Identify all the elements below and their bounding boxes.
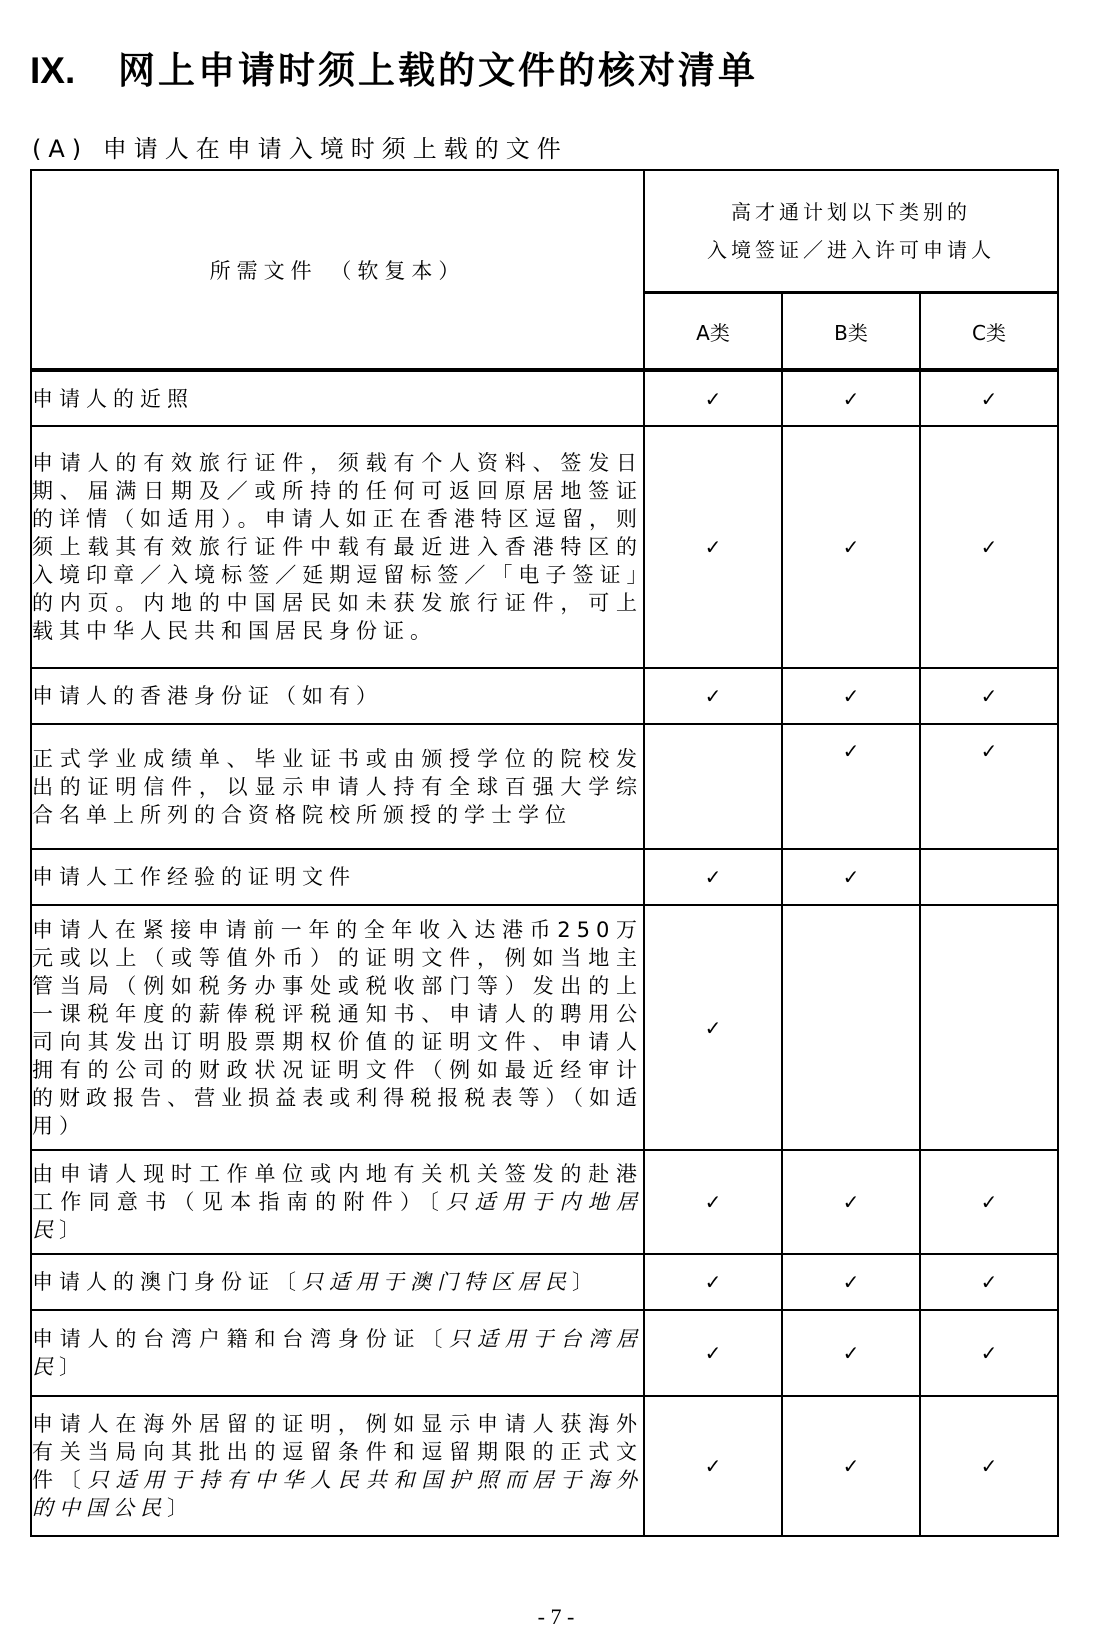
table-row <box>31 370 1058 426</box>
document-text: 正式学业成绩单、毕业证书或由颁授学位的院校发出的证明信件，以显示申请人持有全球百强大学综合名单上所列的合资格院校所颁授的学士学位 <box>32 746 643 827</box>
page-number: - 7 - <box>537 1604 575 1629</box>
subsection-heading <box>32 129 568 164</box>
category-a-check: ✓ <box>644 905 782 1150</box>
document-text: 申请人的澳门身份证〔 <box>32 1270 302 1294</box>
document-text: 申请人的近照 <box>32 386 194 411</box>
category-c-check <box>920 905 1058 1150</box>
table-row <box>31 1150 1058 1254</box>
document-text: 申请人在海外居留的证明，例如显示申请人获海外有关当局向其批出的逗留条件和逗留期限的正式文件〔 <box>32 1412 643 1492</box>
table-row <box>31 1254 1058 1310</box>
table-row <box>31 849 1058 905</box>
category-a-header: A类 <box>644 293 782 371</box>
category-b-check: ✓ <box>782 370 920 426</box>
section-heading <box>30 40 758 94</box>
applicability-note-close: 〕 <box>572 1270 599 1294</box>
document-text: 申请人的台湾户籍和台湾身份证〔 <box>32 1327 450 1351</box>
table-row <box>31 668 1058 724</box>
document-description <box>31 1396 644 1536</box>
category-b-check: ✓ <box>782 1150 920 1254</box>
table-row <box>31 1310 1058 1396</box>
documents-checklist-table <box>30 169 1059 1537</box>
category-b-check: ✓ <box>782 1396 920 1536</box>
document-description <box>31 1254 644 1310</box>
subsection-title: 申请人在申请入境时须上载的文件 <box>102 135 568 163</box>
category-b-check <box>782 905 920 1150</box>
applicant-category-header-line2: 入境签证／进入许可申请人 <box>707 238 996 262</box>
required-documents-header: 所需文件 （软复本） <box>31 170 644 370</box>
category-a-check: ✓ <box>644 370 782 426</box>
category-a-check: ✓ <box>644 1396 782 1536</box>
category-c-check: ✓ <box>920 724 1058 849</box>
category-c-check: ✓ <box>920 1396 1058 1536</box>
document-text: 申请人工作经验的证明文件 <box>32 865 356 889</box>
category-a-check: ✓ <box>644 849 782 905</box>
applicability-note-close: 〕 <box>167 1496 194 1520</box>
table-row <box>31 426 1058 668</box>
category-a-check: ✓ <box>644 668 782 724</box>
document-description <box>31 724 644 849</box>
applicability-note: 只适用于台湾居民 <box>32 1327 644 1379</box>
category-b-header: B类 <box>782 293 920 371</box>
document-description <box>31 1310 644 1396</box>
applicant-category-header-line1: 高才通计划以下类别的 <box>731 200 972 224</box>
category-a-check: ✓ <box>644 1310 782 1396</box>
applicability-note-close: 〕 <box>59 1218 86 1242</box>
applicability-note: 只适用于澳门特区居民 <box>302 1270 572 1294</box>
document-description <box>31 426 644 668</box>
applicability-note: 只适用于持有中华人民共和国护照而居于海外的中国公民 <box>32 1468 644 1520</box>
table-row <box>31 1396 1058 1536</box>
applicability-note: 只适用于内地居民 <box>32 1190 644 1242</box>
document-description <box>31 849 644 905</box>
category-c-check: ✓ <box>920 1254 1058 1310</box>
category-c-check: ✓ <box>920 426 1058 668</box>
section-number: IX. <box>30 50 76 91</box>
document-description <box>31 905 644 1150</box>
document-text: 申请人在紧接申请前一年的全年收入达港币250万元或以上（或等值外币）的证明文件，例如当地主管当局（例如税务办事处或税收部门等）发出的上一课税年度的薪俸税评税通知书、申请人的聘用公司向其发出订明股票期权价值的证明文件、申请人拥有的公司的财政状况证明文件（例如最近经审计的财政报告、营业损益表或利得税报税表等）（如适用） <box>32 917 643 1138</box>
document-description <box>31 1150 644 1254</box>
document-description <box>31 668 644 724</box>
category-c-header: C类 <box>920 293 1058 371</box>
document-text: 由申请人现时工作单位或内地有关机关签发的赴港工作同意书（见本指南的附件）〔 <box>32 1162 643 1214</box>
applicability-note-close: 〕 <box>59 1355 86 1379</box>
category-b-check: ✓ <box>782 1254 920 1310</box>
category-a-check: ✓ <box>644 1254 782 1310</box>
category-c-check <box>920 849 1058 905</box>
category-c-check: ✓ <box>920 1310 1058 1396</box>
category-b-check: ✓ <box>782 668 920 724</box>
category-b-check: ✓ <box>782 426 920 668</box>
applicant-category-header <box>644 170 1058 293</box>
category-a-check: ✓ <box>644 426 782 668</box>
document-description <box>31 370 644 426</box>
section-title: 网上申请时须上载的文件的核对清单 <box>118 49 758 92</box>
category-b-check: ✓ <box>782 1310 920 1396</box>
category-c-check: ✓ <box>920 1150 1058 1254</box>
document-text: 申请人的香港身份证（如有） <box>32 684 383 708</box>
table-row <box>31 724 1058 849</box>
category-a-check <box>644 724 782 849</box>
table-row <box>31 905 1058 1150</box>
category-a-check: ✓ <box>644 1150 782 1254</box>
category-b-check: ✓ <box>782 849 920 905</box>
category-c-check: ✓ <box>920 668 1058 724</box>
category-b-check: ✓ <box>782 724 920 849</box>
subsection-label: (A) <box>32 135 89 163</box>
document-text: 申请人的有效旅行证件，须载有个人资料、签发日期、届满日期及／或所持的任何可返回原居地签证的详情（如适用）。申请人如正在香港特区逗留，则须上载其有效旅行证件中载有最近进入香港特区的入境印章／入境标签／延期逗留标签／「电子签证」的内页。内地的中国居民如未获发旅行证件，可上载其中华人民共和国居民身份证。 <box>32 451 643 643</box>
category-c-check: ✓ <box>920 370 1058 426</box>
